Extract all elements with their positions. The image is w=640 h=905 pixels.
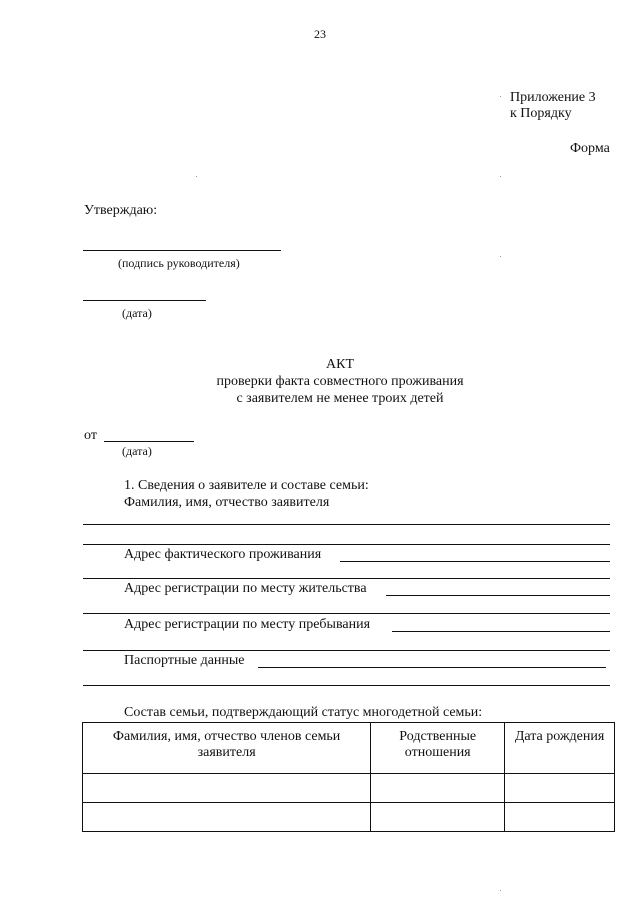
actual-address-label: Адрес фактического проживания	[124, 547, 322, 562]
act-title: АКТ	[326, 357, 354, 372]
family-table	[82, 722, 615, 832]
table-cell[interactable]	[371, 803, 505, 832]
passport-line-1[interactable]	[258, 667, 606, 668]
from-date-line[interactable]	[104, 441, 194, 442]
approve-label: Утверждаю:	[84, 203, 158, 218]
header-birth-date: Дата рождения	[505, 723, 615, 774]
page-number: 23	[314, 27, 326, 41]
form-label: Форма	[570, 141, 610, 156]
from-date-hint: (дата)	[122, 444, 152, 458]
applicant-name-label: Фамилия, имя, отчество заявителя	[124, 495, 330, 510]
applicant-name-line-2[interactable]	[83, 544, 610, 545]
header-relationship: Родственные отношения	[371, 723, 505, 774]
section-heading: 1. Сведения о заявителе и составе семьи:	[124, 478, 369, 493]
table-cell[interactable]	[371, 774, 505, 803]
passport-label: Паспортные данные	[124, 653, 245, 668]
registration-stay-label: Адрес регистрации по месту пребывания	[124, 617, 371, 632]
registration-residence-line-1[interactable]	[386, 595, 610, 596]
family-table-header-row	[83, 723, 615, 774]
actual-address-line-1[interactable]	[340, 561, 610, 562]
registration-residence-line-2[interactable]	[83, 613, 610, 614]
table-cell[interactable]	[83, 803, 371, 832]
appendix-line-1: Приложение 3	[510, 90, 596, 105]
passport-line-2[interactable]	[83, 685, 610, 686]
act-subtitle-2: с заявителем не менее троих детей	[236, 391, 444, 406]
approve-date-hint: (дата)	[122, 306, 152, 320]
scan-speck	[500, 256, 501, 257]
scan-speck	[500, 176, 501, 177]
act-subtitle-1: проверки факта совместного проживания	[216, 374, 464, 389]
header-full-name: Фамилия, имя, отчество членов семьи заявителя	[83, 723, 371, 774]
registration-stay-line-2[interactable]	[83, 650, 610, 651]
family-composition-label: Состав семьи, подтверждающий статус многодетной семьи:	[124, 705, 483, 720]
table-row	[83, 803, 615, 832]
actual-address-line-2[interactable]	[83, 578, 610, 579]
scan-speck	[196, 176, 197, 177]
scan-speck	[500, 96, 501, 97]
applicant-name-line-1[interactable]	[83, 524, 610, 525]
approve-date-line[interactable]	[83, 300, 206, 301]
table-cell[interactable]	[505, 803, 615, 832]
registration-residence-label: Адрес регистрации по месту жительства	[124, 581, 367, 596]
appendix-line-2: к Порядку	[510, 106, 572, 121]
signature-line[interactable]	[83, 250, 281, 251]
signature-hint: (подпись руководителя)	[118, 256, 240, 270]
table-cell[interactable]	[505, 774, 615, 803]
table-row	[83, 774, 615, 803]
scan-speck	[500, 890, 501, 891]
registration-stay-line-1[interactable]	[392, 631, 610, 632]
from-prefix: от	[84, 428, 97, 443]
table-cell[interactable]	[83, 774, 371, 803]
